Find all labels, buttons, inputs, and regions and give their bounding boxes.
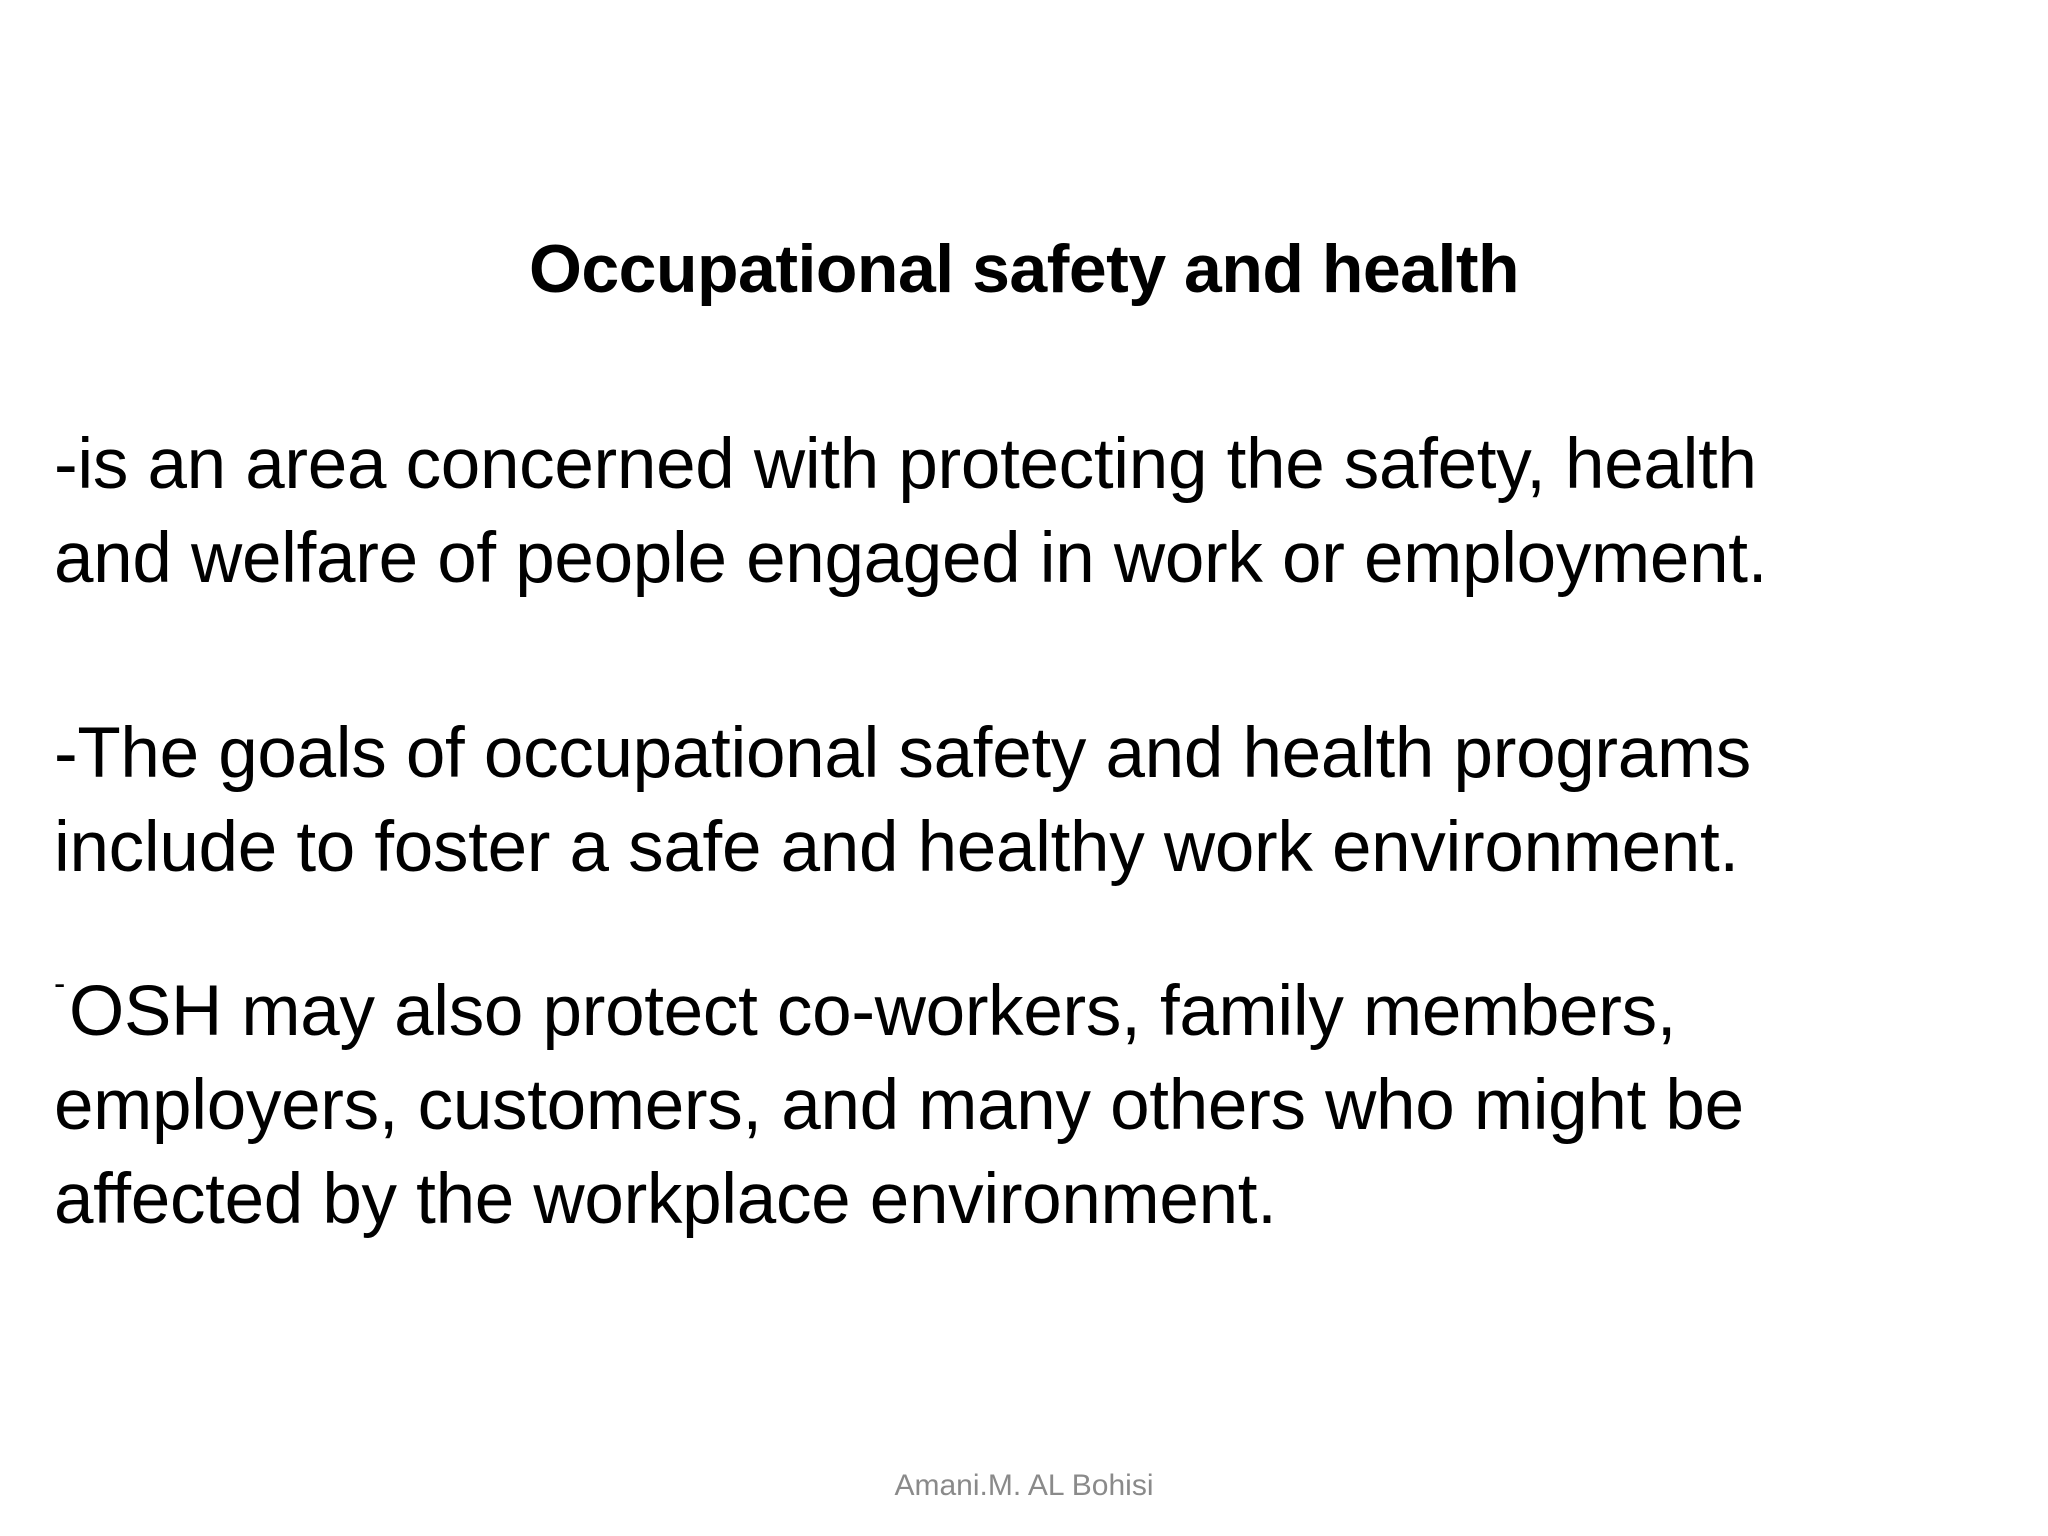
paragraph-line-with-dash (54, 965, 2014, 1059)
paragraph-line: -The goals of occupational safety and health programs (54, 714, 1752, 793)
paragraph-line: and welfare of people engaged in work or employment. (54, 519, 1768, 598)
paragraph-definition (54, 418, 2014, 606)
paragraph-line: include to foster a safe and healthy work environment. (54, 808, 1739, 887)
bullet-dash: - (54, 965, 66, 1003)
footer-author: Amani.M. AL Bohisi (894, 1469, 1154, 1502)
paragraph-osh-protection (54, 965, 2014, 1247)
slide-title: Occupational safety and health (528, 231, 1520, 307)
paragraph-goals (54, 707, 2014, 895)
paragraph-line: affected by the workplace environment. (54, 1160, 1277, 1239)
paragraph-line: employers, customers, and many others who might be (54, 1066, 1744, 1145)
paragraph-line: -is an area concerned with protecting the safety, health (54, 425, 1757, 504)
paragraph-line-text: OSH may also protect co-workers, family members, (69, 972, 1677, 1051)
